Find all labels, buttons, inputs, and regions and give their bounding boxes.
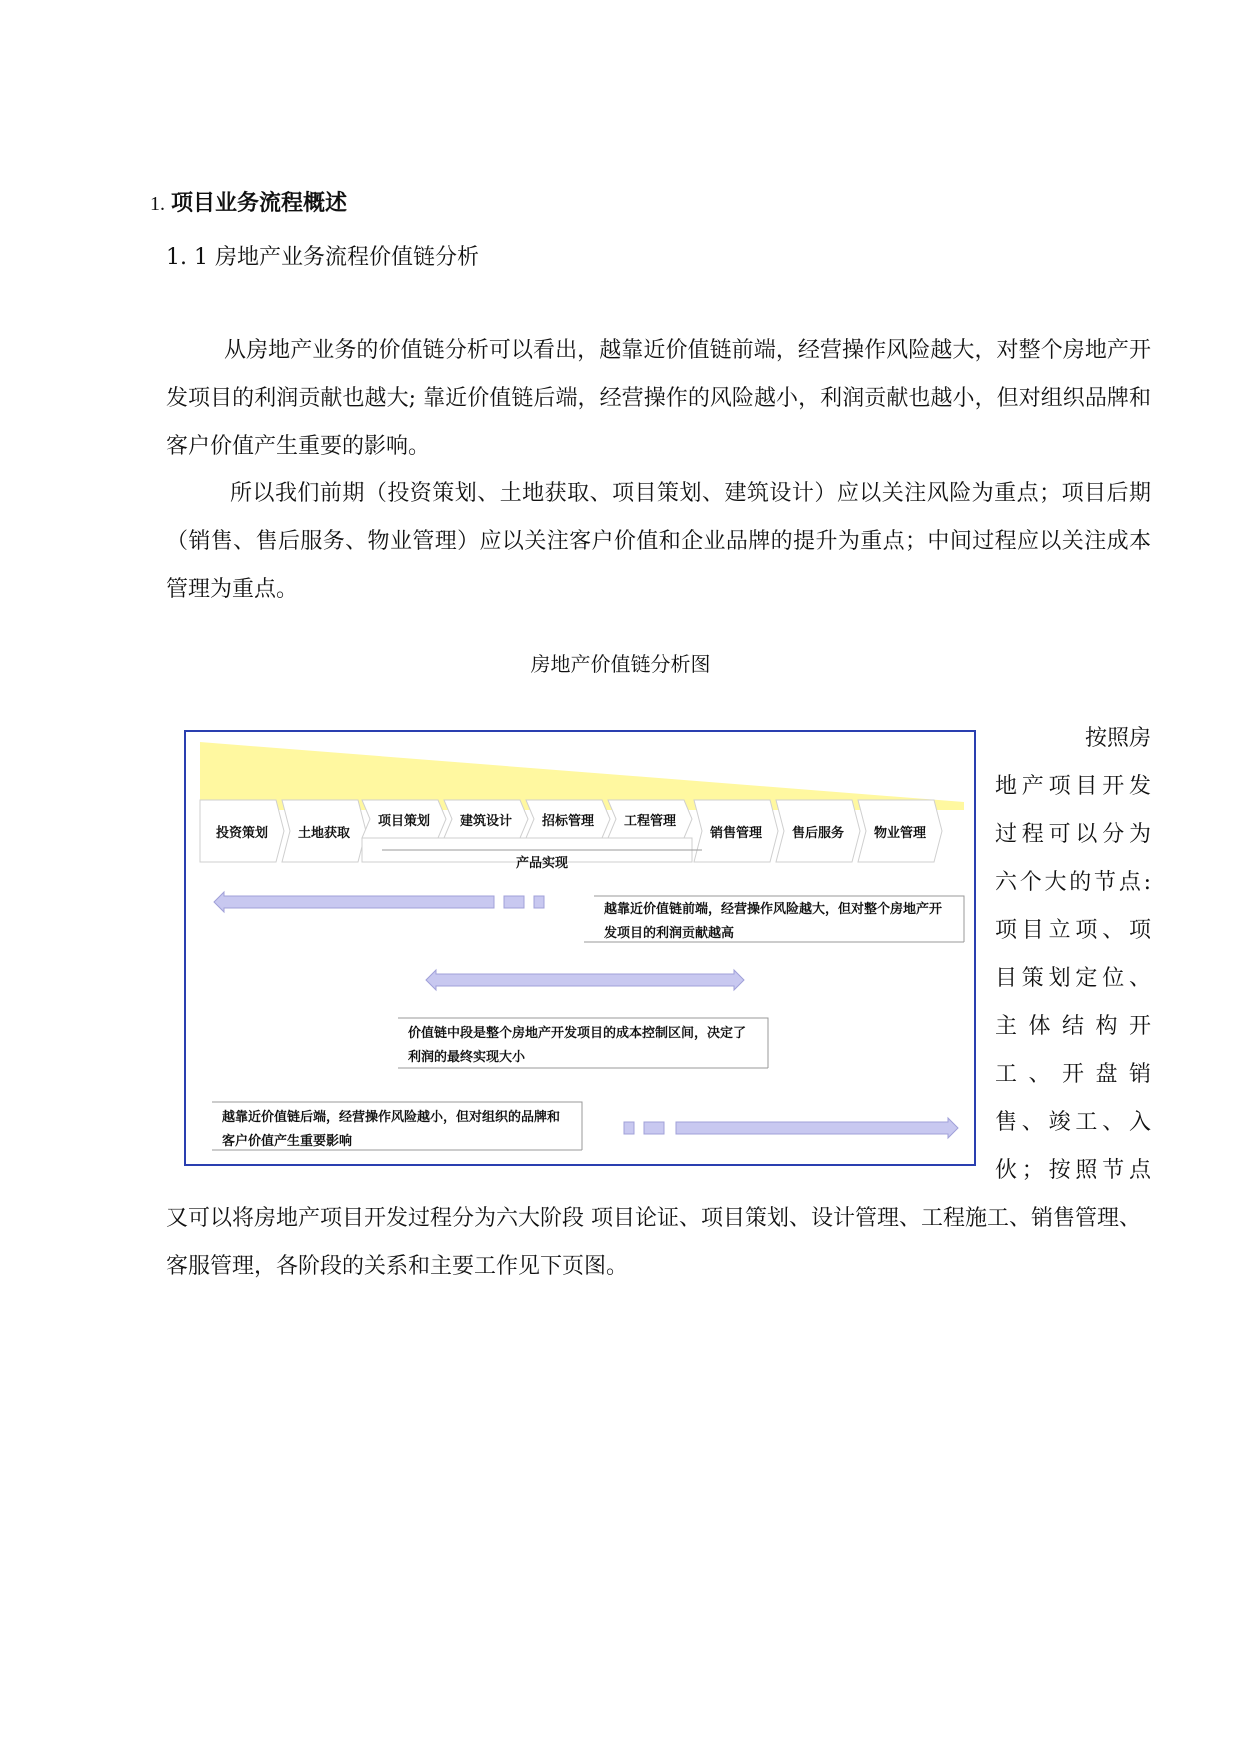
stage-label: 建筑设计 [460,814,513,829]
side-line: 主体结构开 [995,1014,1151,1039]
paragraph-2: 所以我们前期（投资策划、土地获取、项目策划、建筑设计）应以关注风险为重点；项目后期（销售、售后服务、物业管理）应以关注客户价值和企业品牌的提升为重点；中间过程应以关注成本管理为重点。 [166,481,1151,602]
front-note: 越靠近价值链前端，经营操作风险越大，但对整个房地产开发项目的利润贡献越高 [604,902,943,941]
side-line: 过程可以分为 [995,822,1151,847]
side-line: 地产项目开发 [995,774,1151,799]
section-heading [150,186,347,217]
value-chain-diagram [184,730,976,1166]
front-arrow-dash-1 [504,896,524,908]
group-label: 产品实现 [516,856,569,871]
tail-paragraph: 又可以将房地产项目开发过程分为六大阶段 项目论证、项目策划、设计管理、工程施工、销售管理、客服管理，各阶段的关系和主要工作见下页图。 [166,1206,1141,1279]
side-line: 六个大的节点: [995,870,1151,895]
stage-label: 售后服务 [792,826,845,841]
back-note: 越靠近价值链后端，经营操作风险越小，但对组织的品牌和客户价值产生重要影响 [222,1110,561,1149]
diagram-graphics [186,732,974,1164]
middle-note: 价值链中段是整个房地产开发项目的成本控制区间，决定了利润的最终实现大小 [408,1026,747,1065]
front-arrow [214,892,494,912]
side-text [995,715,1151,1195]
stage-label: 销售管理 [710,826,763,841]
side-line: 项目立项、项 [995,918,1151,943]
middle-arrow [426,970,744,990]
section-number: 1. [150,193,165,215]
stage-label: 物业管理 [874,826,927,841]
stage-label: 工程管理 [624,814,677,829]
figure-caption: 房地产价值链分析图 [530,652,711,676]
back-arrow-dash-2 [644,1122,664,1134]
side-line: 伙；按照节点 [995,1158,1151,1183]
stage-label: 项目策划 [378,814,431,829]
front-arrow-dash-2 [534,896,544,908]
side-line: 按照房 [1084,726,1151,751]
side-line: 工、开盘销 [995,1062,1151,1087]
section-title: 项目业务流程概述 [171,191,348,216]
subsection-heading: 1. 1 房地产业务流程价值链分析 [166,245,479,270]
stage-label: 投资策划 [216,826,269,841]
side-line: 售、竣工、入 [995,1110,1151,1135]
back-arrow [676,1118,958,1138]
side-line: 目策划定位、 [995,966,1151,991]
stage-label: 招标管理 [542,814,595,829]
paragraph-1: 从房地产业务的价值链分析可以看出，越靠近价值链前端，经营操作风险越大，对整个房地产开发项目的利润贡献也越大; 靠近价值链后端，经营操作的风险越小，利润贡献也越小，但对组织品牌和客户价值产生重要的影响。 [166,338,1151,459]
back-arrow-dash-1 [624,1122,634,1134]
stage-label: 土地获取 [298,826,351,841]
